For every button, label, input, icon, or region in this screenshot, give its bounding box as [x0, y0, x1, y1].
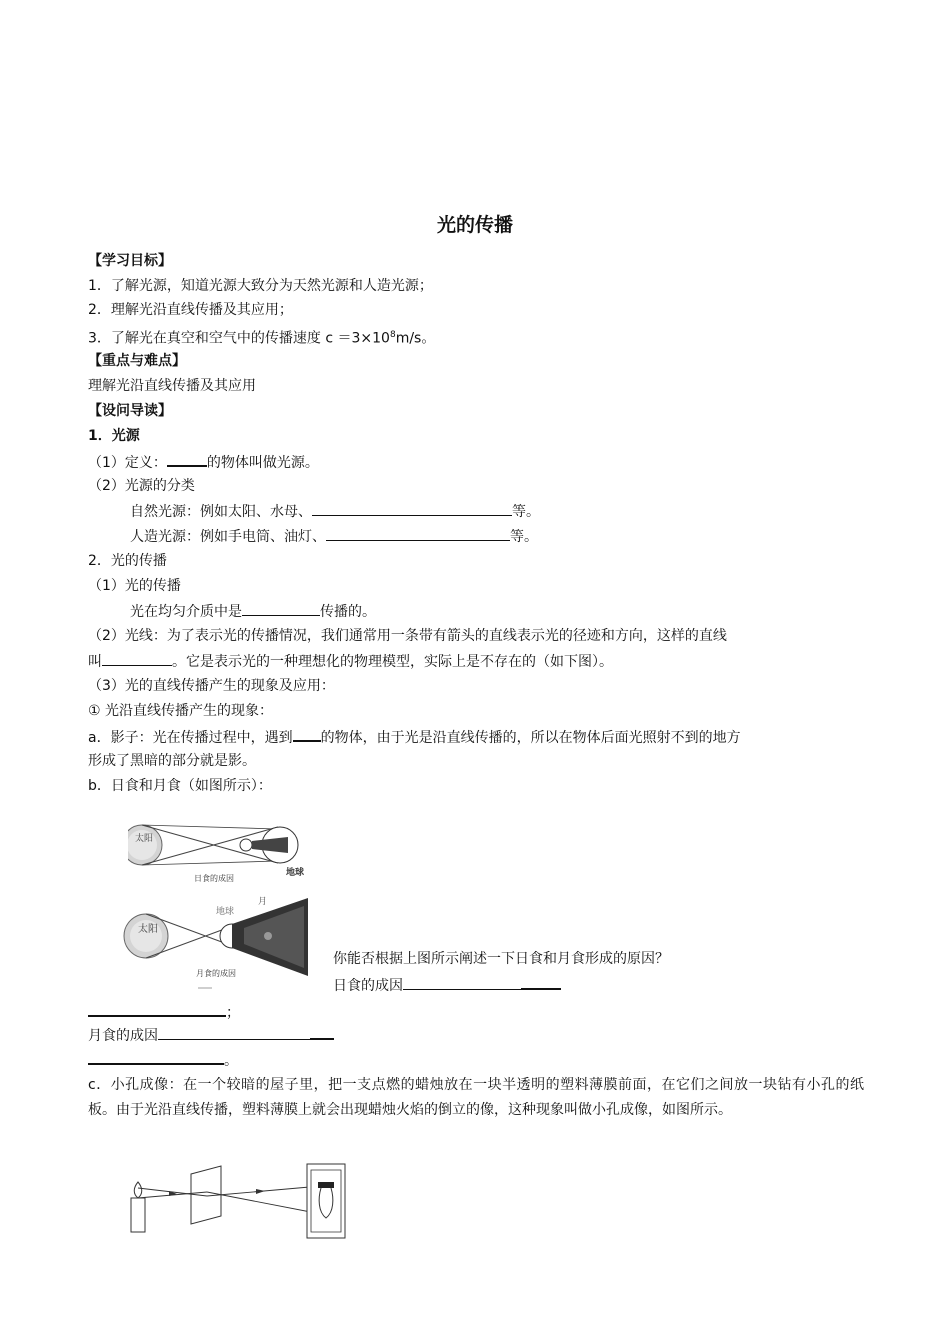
- blank-lunar-cause-b[interactable]: [310, 1024, 334, 1040]
- blank-solar-cause-c[interactable]: [88, 1001, 226, 1017]
- solar-sun-label: 太阳: [135, 834, 154, 844]
- lunar-cause-continuation: 。: [88, 1049, 238, 1071]
- goals-heading: 【学习目标】: [88, 253, 172, 269]
- eclipse-question: 你能否根据上图所示阐述一下日食和月食形成的原因？: [333, 951, 669, 967]
- light-source-definition: （1）定义： 的物体叫做光源。: [88, 451, 319, 473]
- solar-caption: 日食的成因: [194, 874, 234, 883]
- eclipse-heading: b．日食和月食（如图所示）：: [88, 778, 272, 794]
- propagation-subheading: （1）光的传播: [88, 578, 181, 594]
- shadow-line-1: a．影子：光在传播过程中，遇到 的物体，由于光是沿直线传播的，所以在物体后面光照射不到的地方: [88, 726, 741, 748]
- pinhole-paragraph: c．小孔成像：在一个较暗的屋子里，把一支点燃的蜡烛放在一块半透明的塑料薄膜前面，在它们之间放一块钻有小孔的纸板。由于光沿直线传播，塑料薄膜上就会出现蜡烛火焰的倒立的像，这种现象叫做小孔成像，如图所示。: [88, 1077, 864, 1118]
- natural-light-source: 自然光源：例如太阳、水母、 等。: [130, 501, 540, 522]
- solar-eclipse-figure: [128, 817, 314, 885]
- key-text: 理解光沿直线传播及其应用: [88, 378, 256, 394]
- goal-1: 1．了解光源，知道光源大致分为天然光源和人造光源；: [88, 278, 433, 294]
- lunar-moon-label: 月: [258, 897, 268, 907]
- lunar-caption: 月食的成因: [196, 969, 236, 978]
- blank-natural[interactable]: [312, 501, 512, 516]
- solar-cause-continuation: ；: [88, 1001, 240, 1023]
- artificial-light-source: 人造光源：例如手电筒、油灯、 等。: [130, 526, 538, 547]
- pinhole-figure: [125, 1162, 355, 1240]
- shadow-line-2: 形成了黑暗的部分就是影。: [88, 753, 256, 769]
- goal-2: 2．理解光沿直线传播及其应用；: [88, 302, 293, 318]
- section-1-heading: 1．光源: [88, 428, 140, 444]
- light-source-classification: （2）光源的分类: [88, 478, 195, 494]
- blank-light-ray[interactable]: [102, 651, 172, 666]
- lunar-eclipse-figure: [118, 892, 318, 990]
- phenomena-subheading: ① 光沿直线传播产生的现象：: [88, 703, 274, 719]
- blank-lunar-cause-a[interactable]: [158, 1025, 310, 1040]
- lunar-sun-label: 太阳: [138, 924, 158, 935]
- blank-shadow[interactable]: [293, 726, 321, 742]
- propagation-text: 光在均匀介质中是 传播的。: [130, 601, 376, 622]
- section-2-heading: 2．光的传播: [88, 553, 167, 569]
- blank-lunar-cause-c[interactable]: [88, 1049, 224, 1065]
- light-ray-line-1: （2）光线：为了表示光的传播情况，我们通常用一条带有箭头的直线表示光的径迹和方向，这样的直线: [88, 628, 727, 644]
- blank-artificial[interactable]: [326, 526, 510, 541]
- light-ray-line-2: 叫 。它是表示光的一种理想化的物理模型，实际上是不存在的（如下图）。: [88, 651, 613, 672]
- blank-solar-cause-b[interactable]: [521, 974, 561, 990]
- blank-propagation[interactable]: [242, 601, 320, 616]
- guide-heading: 【设问导读】: [88, 403, 172, 419]
- page-title: 光的传播: [436, 214, 513, 236]
- solar-cause-prompt: 日食的成因: [333, 974, 561, 996]
- solar-earth-label: 地球: [286, 868, 305, 878]
- goal-3: 3．了解光在真空和空气中的传播速度 $c =3\times 10^8m/s$。: [88, 330, 436, 347]
- lunar-cause-prompt: 月食的成因: [88, 1024, 334, 1046]
- phenomena-heading: （3）光的直线传播产生的现象及应用：: [88, 678, 335, 694]
- blank-definition[interactable]: [167, 451, 207, 467]
- blank-solar-cause-a[interactable]: [403, 975, 521, 990]
- key-heading: 【重点与难点】: [88, 353, 186, 369]
- lunar-earth-label: 地球: [216, 907, 235, 917]
